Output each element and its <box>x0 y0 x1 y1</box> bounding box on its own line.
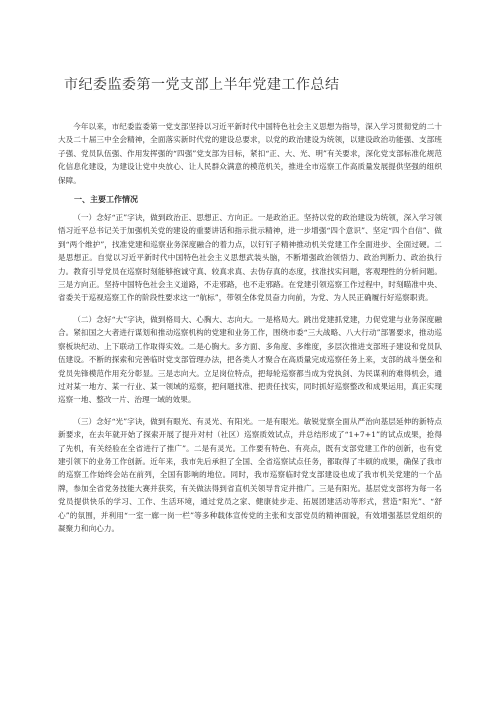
paragraph-da: （二）念好“大”字诀，做到格局大、心胸大、志向大。一是格局大。跳出党建抓党建，力促党建与业务深度融合。紧扣国之大者进行谋划和推动巡察机构的党建和业务工作，围绕市委“三大战略、八大行动”部署要求，推动巡察板块纪动、上下联动工作取得实效。二是心胸大。多方面、多角度、多维度，多层次推进支部班子建设和党员队伍建设。不断的探索和完善临时党支部管理办法，把各类人才聚合在高质量完成巡察任务上来，支部的战斗堡垒和党员先锋模范作用充分彰显。三是志向大。立足岗位特点，把每轮巡察都当成为党执剑、为民谋利的难得机会，通过对某一地方、某一行业、某一领域的巡察，把问题找准、把责任找实，同时抓好巡察整改和成果运用，真正实现巡察一地、整改一片、治理一域的效果。 <box>58 314 442 405</box>
section-heading: 一、主要工作情况 <box>74 195 138 205</box>
document-title: 市纪委监委第一党支部上半年党建工作总结 <box>64 77 340 93</box>
paragraph-guang: （三）念好“光”字诀，做到有眼光、有灵光、有阳光。一是有眼光。敏锐觉察全面从严治向基层延伸的新特点新要求，在去年就开始了探索开展了提升对村（社区）巡察质效试点，并总结形成了“1+7+1”的试点成果，抢得了先机，有关经验在全省进行了推广”。二是有灵光。工作要有特色、有亮点，既有支部党建工作的创新，也有党建引领下的业务工作创新。近年来，我市先后承担了全国、全省巡察试点任务，都取得了丰硕的成果，确保了我市的巡察工作始终会站在前列，全国有影响的地位。同时，我市巡察临时党支部建设也成了我市机关党建的一个品牌，参加全省党务技能大赛并获奖，有关做法得到省直机关领导肯定并推广。三是有阳光。基层党支部将为每一名党员提供快乐的学习、工作、生活环境，通过党员之家、健康徒步走、拓展团建活动等形式，营造“阳光”、“舒心”的氛围，并利用“一室一廊一岗一栏”等多种载体宣传党的主张和支部党员的精神面貌，有效增强基层党组织的凝聚力和向心力。 <box>58 416 442 533</box>
intro-paragraph: 今年以来，市纪委监委第一党支部坚持以习近平新时代中国特色社会主义思想为指导，深入学习贯彻党的二十大及二十届三中全会精神，全面落实新时代党的建设总要求，以党的政治建设为统领，以建设政治功能强、支部班子强、党员队伍强、作用发挥强的“四强”党支部为目标，紧扣“正、大、光、明”有关要求，深化党支部标准化规范化信息化建设，为建设让党中央放心、让人民群众满意的模范机关，推进全市巡察工作高质量发展提供坚强的组织保障。 <box>58 122 442 185</box>
paragraph-zheng: （一）念好“正”字诀，做到政治正、思想正、方向正。一是政治正。坚持以党的政治建设为统领，深入学习领悟习近平总书记关于加强机关党的建设的重要讲话和指示批示精神，进一步增强“四个意识”、坚定“四个自信”、做到“两个维护”，找准党建和巡察业务深度融合的着力点，以钉钉子精神推动机关党建工作全面进步、全面过硬。二是思想正。自觉以习近平新时代中国特色社会主义思想武装头脑，不断增强政治领悟力、政治判断力、政治执行力。教育引导党员在巡察时刻能够抱诚守真、较真求真、去伪存真的态度，找准找实问题，客观理性的分析问题。三是方向正。坚持中国特色社会主义道路，不走邪路，也不走邪路。在党建引领巡察工作过程中，时刻瞄准中央、省委关于巡视巡察工作的阶段性要求这一“航标”，带领全体党员奋力向前，为党、为人民正确履行好巡察职责。 <box>58 213 442 303</box>
